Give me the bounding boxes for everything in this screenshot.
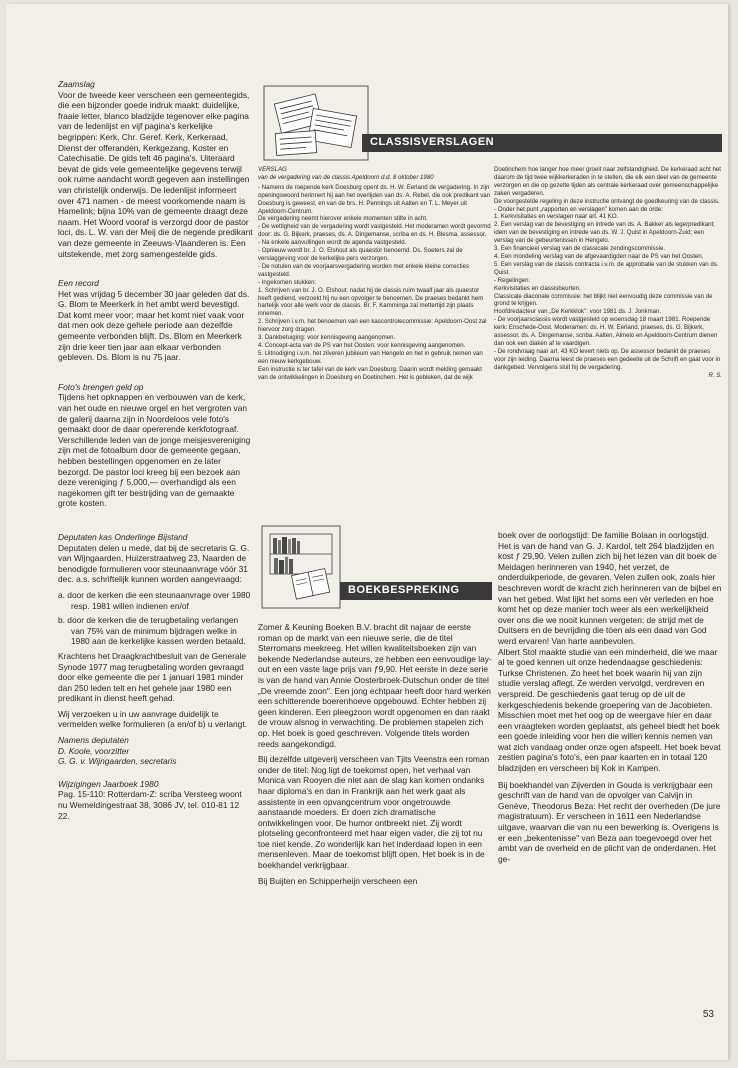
section-banner-classisverslagen: CLASSISVERSLAGEN: [362, 134, 722, 152]
list-item: b. door de kerken die de terugbetaling verlangen van 75% van de minimum bijdragen welke in 1980 aan de kerkelijke kassen werden betaald.: [58, 615, 246, 647]
article-record: [58, 278, 253, 363]
article-heading: Foto's brengen geld op: [58, 381, 144, 392]
paragraph: 2. Schrijven i.v.m. het benoemen van een kascontrolecommissie: Apeldoorn-Oost zal hiervoor zorg dragen.: [258, 318, 487, 334]
paragraph: - Namens de roepende kerk Doesburg opent ds. H. W. Eerland de vergadering. In zijn openingswoord herinnert hij aan het overlijden van ds. A. Rebel, die ook predikant van Doesburg is geweest, en van de brs. H. Pennings uit Aalten en T. L. Meyer uit Apeldoorn-Centrum.: [258, 183, 491, 215]
paragraph: Albert Stol maakte studie van een minderheid, die we maar al te goed kennen uit onze hedendaagse geschiedenis: Turkse Christenen. Zo heet het boek waarin hij van zijn studie verslag aflegt. Ze werden vervolgd, verdreven en verspreid. De geschiedenis gaat terug op de uit de kerkgeschiedenis bekende groepering van de Jacobieten. Misschien moet met het oog op de weergave hier en daar een vraagteken worden geplaatst, als geheel biedt het boek een goede inleiding voor hen die willen kennis nemen van wat zich vandaag onder onze ogen afspeelt. Het boek bevat zestien pagina's foto's, een paar kaarten en in totaal 120 bladzijden en verscheen bij Kok in Kampen.: [498, 646, 721, 774]
article-body: Wij verzoeken u in uw aanvrage duidelijk te vermelden welke formulieren (a en/of b) u verlangt.: [58, 708, 247, 730]
article-deputaten: [58, 532, 253, 767]
magazine-page: [6, 4, 728, 1060]
paragraph: - Opnieuw wordt br. J. O. Elshout als quaestor benoemd. Ds. Soeters zal de verslaggeving voor de kerkelijke pers verzorgen.: [258, 247, 463, 262]
paragraph: 4. Concept-acta van de PS van het Oosten: voor kennisgeving aangenomen.: [258, 341, 466, 349]
paragraph: - De voorjaarsclassis wordt vastgesteld op woensdag 18 maart 1981. Roepende kerk: Enschede-Oost. Moderamen: ds. H. W. Eerland, praeses, ds. G. Bijkerk, assessor, ds. A. Dingemanse, scriba. Aalten, Almelo en Apeldoorn-Centrum dienen dan ook een diaken af te vaardigen.: [494, 316, 718, 347]
article-wijzigingen: [58, 779, 253, 821]
article-body: Het was vrijdag 5 december 30 jaar geleden dat ds. G. Blom te Meerkerk in het ambt werd bevestigd. Dat komt meer voor; maar het komt niet vaak voor dat men ook deze gehele periode aan dezelfde gemeente verbonden blijft. Ds. Blom en Meerkerk zijn drie keer tien jaar aan elkaar verbonden gebleven. Ds. Blom is nu 75 jaar.: [58, 288, 250, 363]
paragraph: Bij Buijten en Schipperheijn verscheen een: [258, 875, 418, 886]
paragraph: De vergadering neemt hierover enkele momenten stilte in acht.: [258, 215, 428, 223]
article-body: Pag. 15-110: Rotterdam-Z: scriba Versteeg woont nu Wemeldingestraat 38, 3086 JV, tel. 010-81 12 22.: [58, 789, 242, 821]
page-number: 53: [702, 1009, 714, 1020]
paragraph: Classicale diaconale commissie: het blijkt niet eenvoudig deze commissie van de grond te krijgen.: [494, 292, 713, 308]
paragraph: Een instructie is ter tafel van de kerk van Doesburg. Daarin wordt melding gemaakt van de ontwikkelingen in Doesburg en Doetinchem. Het is gebleken, dat de wijk: [258, 365, 482, 381]
classis-column-2: [494, 166, 722, 379]
section-banner-boekbespreking: BOEKBESPREKING: [340, 582, 492, 600]
list-item: a. door de kerken die een steunaanvrage over 1980 resp. 1981 willen indienen en/of: [58, 589, 251, 611]
paragraph: 2. Een verslag van de bevestiging en intrede van ds. A. Bakker als legerpredikant; idem van de bevestiging en intrede van ds. W. J. Quist in Apeldoorn-Zuid; een verslag van de gebeurtenissen in Hengelo.: [494, 221, 715, 245]
paragraph: - De notulen van de voorjaarsvergadering worden met enkele kleine correcties vastgesteld.: [258, 262, 470, 278]
paragraph: 5. Een verslag van de classis contracta i.v.m. de approbatie van de stukken van ds. Quist.: [494, 260, 719, 276]
paragraph: Bij boekhandel van Zijverden in Gouda is verkrijgbaar een geschrift van de hand van de opvolger van Calvijn in Genève, Theodorus Beza: Het recht der overheden (De jure magistratuum). Er verscheen in 1611 een Nederlandse uitgave, waarvan die van nu een bewerking is. Overigens is er een „bekentenisse" van Beza aan toegevoegd over het ambt van de overheid en de plicht van de onderdanen. Het ge-: [498, 779, 721, 864]
article-heading: Deputaten kas Onderlinge Bijstand: [58, 531, 188, 542]
paragraph: - Onder het punt „rapporten en verslagen" komen aan de orde:: [494, 205, 663, 213]
signature-line: Namens deputaten: [58, 735, 129, 746]
report-subtitle: van de vergadering van de classis Apeldoorn d.d. 8 oktober 1980: [258, 173, 434, 181]
paragraph: Bij dezelfde uitgeverij verscheen van Tjits Veenstra een roman onder de titel: Nog ligt de toekomst open, het verhaal van Monica van Rooyen die niet aan de slag kan komen ondanks haar diploma's en dan in Frankrijk aan het werk gaat als assistente in een opvangcentrum voor ongetrouwde aanstaande moeders. Er doen zich dramatische ontwikkelingen voor. De humor ontbreekt niet. Zij wordt plotseling geconfronteerd met haar eigen vader, die zij tot nu toe niet kende. Zo wonderlijk kan het inderdaad lopen in een mensenleven. Maar de toekomst blijft open. Het boek is in de boekhandel verkrijgbaar.: [258, 754, 490, 871]
article-body: Voor de tweede keer verscheen een gemeentegids, die een bijzonder goede indruk maakt: duidelijke, fraaie letter, blanco bladzijde tegenover elke pagina van de ledenlijst en vijf pagina's kerkelijke begrippen: Kerk, Chr. Geref. Kerk, Kerkeraad, Dienst der offeranden, Kerkgezang, Koster en Catechisatie. De gids telt 46 pagina's. Uiteraard bevat de gids vele gemeentelijke gegevens terwijl ook ruime aandacht wordt gegeven aan instellingen van christelijk onderwijs. De ledenlijst informeert over 471 namen - de meest voorkomende naam is Hamelink; bijna 10% van de gemeente draagt deze naam. Het Woord vooraf is verzorgd door de pastor loci, ds. L. W. van der Meij die de negende predikant van deze gemeente in Zeeuws-Vlaanderen is. Een uitstekende, met zorg samengestelde gids.: [58, 89, 253, 259]
paragraph: 4. Een mondeling verslag van de afgevaardigden naar de PS van het Oosten.: [494, 252, 704, 260]
paragraph: - Regelingen:: [494, 276, 531, 284]
signature-line: D. Koole, voorzitter: [58, 745, 130, 756]
article-body: Deputaten delen u mede, dat bij de secretaris G. G. van Wijngaarden, Huizerstraatweg 23, Naarden de benodigde formulieren voor steunaanvrage vóór 31 dec. a.s. schriftelijk kunnen worden aangevraagd:: [58, 542, 250, 585]
article-fotos: [58, 382, 253, 509]
paragraph: Hoofdredacteur van „De Kerkklok": voor 1981 ds. J. Jonkman.: [494, 308, 662, 316]
paragraph: 1. Schrijven van br. J. O. Elshout: nadat hij de classis ruim twaalf jaar als quaestor heeft gediend, verzoekt hij nu een opvolger te benoemen. De praeses bedankt hem hartelijk voor alle werk voor de classis. Br. F. Kamminga zal mettertijd zijn plaats innemen.: [258, 286, 484, 318]
paragraph: 1. Kerkvisitaties en verslagen naar art. 41 KO.: [494, 213, 619, 221]
paragraph: 3. Dankbetuiging: voor kennisgeving aangenomen.: [258, 334, 396, 342]
signature-line: G. G. v. Wijngaarden, secretaris: [58, 756, 177, 767]
left-column: [58, 79, 253, 826]
paragraph: boek over de oorlogstijd: De familie Bolaan in oorlogstijd. Het is van de hand van G. J. Kardol, telt 264 bladzijden en kost ƒ 29,90. Velen zullen zich bij het lezen van dit boek de Meidagen herinneren van 1940, het verzet, de onderduikperiode, de gevaren. Velen zullen ook, zoals hier beschreven wordt de kracht zich herinneren van de bijbel en van het gebed. Wat lijkt het soms een vèr verleden en hoe komt het op deze manier toch weer als een werkelijkheid over ons die we nooit kunnen vergeten: de strijd met de Duitsers en de bevrijding die tóen als een daad van God werd ervaren! Van harte aanbevolen.: [498, 530, 722, 646]
article-heading: Zaamslag: [58, 79, 95, 89]
documents-illustration: [262, 84, 370, 162]
boek-column-2: [498, 530, 722, 869]
paragraph: - Na enkele aanvullingen wordt de agenda vastgesteld.: [258, 239, 407, 247]
report-signature: R. S.: [708, 371, 722, 379]
article-heading: Een record: [58, 278, 99, 289]
paragraph: Kerkvisitaties en classisbeurten.: [494, 284, 581, 292]
paragraph: Doetinchem hoe langer hoe meer groeit naar zelfstandigheid. De kerkeraad acht het daarom de tijd twee wijkkerkeraden in te stellen, die elk een deel van de gemeente verzorgen en die op gezette tijden als centrale kerkeraad over gemeenschappelijke zaken vergaderen.: [494, 166, 721, 197]
paragraph: Zomer & Keuning Boeken B.V. bracht dit najaar de eerste roman op de markt van een nieuwe serie, die de titel Sterromans meekreeg. Het willen kwaliteitsboeken zijn van bekende Nederlandse auteurs, ze hebben een eenvoudige lay-out en een vaste lage prijs van ƒ9,90. Het eerste in deze serie is van de hand van Annie Oosterbroek-Dutschun onder de titel „De vreemde zoon". Een jong echtpaar heeft door hard werken een schitterende boerenhoeve opgebouwd. Echter hebben zij geen kinderen. Een pleegzoon wordt opgenomen en dan raakt de vrouw alsnog in verwachting. De problemen stapelen zich op. Het boek is goed geschreven. Volgende titels worden reeds aangekondigd.: [258, 622, 492, 749]
paragraph: - De rondvraag naar art. 43 KO levert niets op. De assessor bedankt de praeses voor zijn leiding. Daarna leest de praeses een gedeelte uit de Schrift en gaat voor in dankgebed. Vervolgens sluit hij de vergadering.: [494, 347, 721, 371]
classis-column-1: [258, 166, 492, 381]
paragraph: 5. Uitnodiging i.v.m. het zilveren jubileum van Hengelo en het in gebruik nemen van een nieuw kerkgebouw.: [258, 349, 483, 365]
paragraph: - De wettigheid van de vergadering wordt vastgesteld. Het moderamen wordt gevormd door: ds. G. Bijkerk, praeses, ds. A. Dingemanse, scriba en ds. H. Blesma, assessor.: [258, 223, 491, 239]
article-body: Tijdens het opknappen en verbouwen van de kerk, van het oude en nieuwe orgel en het vergroten van de galerij daarna zijn in Noordeloos vele foto's gemaakt door de daar opererende kerkfotograaf. Verschillende leden van de jonge meisjesvereniging zijn met de fotoalbum door de gemeente gegaan, hebben bestellingen opgenomen en ze later bezorgd. De pastor loci kreeg bij een bezoek aan deze vereniging ƒ 5.000,— overhandigd als een nagekomen gift ter bestrijding van de gemaakte grote kosten.: [58, 392, 251, 509]
boek-column-1: [258, 622, 492, 886]
books-illustration: [260, 524, 342, 610]
paragraph: - Ingekomen stukken:: [258, 278, 317, 286]
article-heading: Wijzigingen Jaarboek 1980: [58, 778, 159, 789]
paragraph: De voorgestelde regeling in deze instructie ontvangt de goedkeuring van de classis.: [494, 197, 720, 205]
article-zaamslag: [58, 79, 253, 259]
article-body: Krachtens het Draagkrachtbesluit van de Generale Synode 1977 mag terugbetaling worden gevraagd door elke gemeente die per 1 januari 1981 minder dan 250 leden telt en het gehele jaar 1980 een predikant in dienst heeft gehad.: [58, 650, 247, 704]
paragraph: 3. Een financieel verslag van de classicale zendingscommissie.: [494, 245, 666, 253]
report-label: VERSLAG: [258, 166, 287, 173]
